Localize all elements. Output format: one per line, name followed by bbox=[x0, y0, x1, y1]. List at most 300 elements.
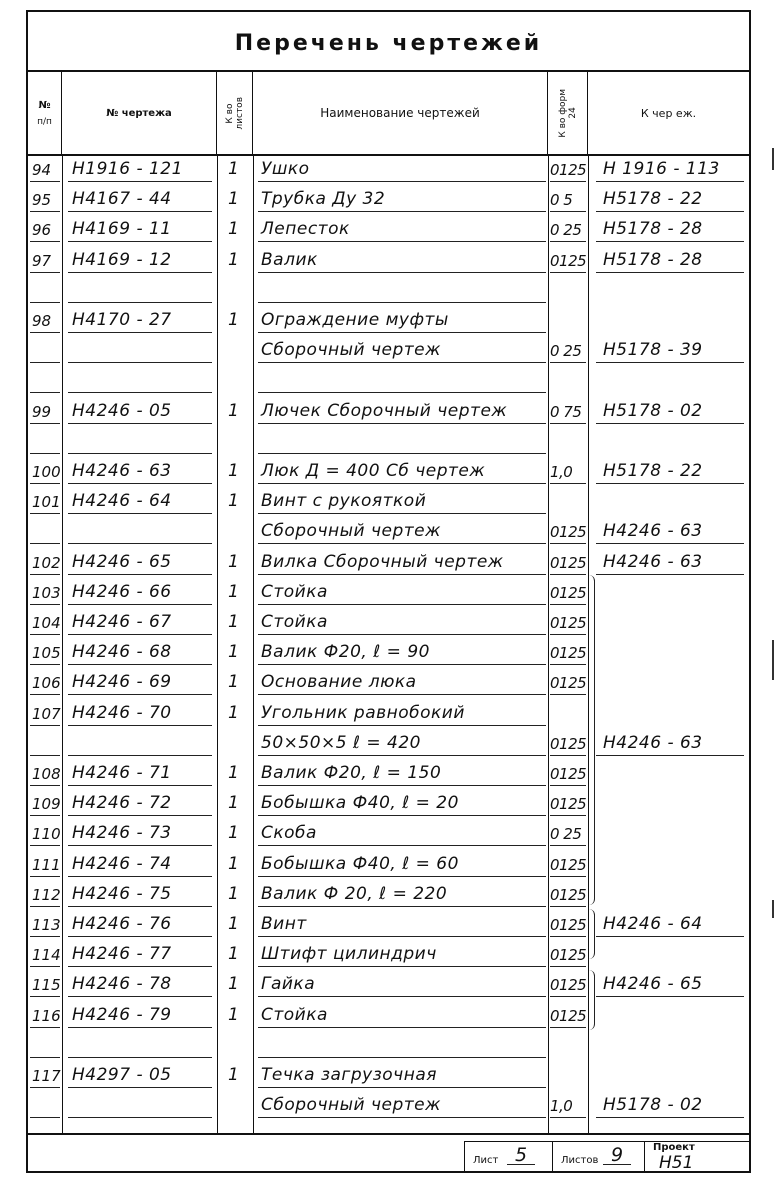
row-underline bbox=[68, 423, 212, 424]
cell-no: Н4169 - 11 bbox=[72, 219, 172, 240]
cell-fmt: 0125 bbox=[550, 553, 587, 572]
row-underline bbox=[30, 785, 60, 786]
cell-n: 105 bbox=[32, 644, 61, 663]
cell-sheets: 1 bbox=[228, 189, 240, 210]
row-underline bbox=[258, 1057, 546, 1058]
row-underline bbox=[68, 483, 212, 484]
cell-no: Н4246 - 05 bbox=[72, 400, 172, 421]
cell-name: Бобышка Ф40, ℓ = 60 bbox=[261, 853, 459, 874]
title-block bbox=[28, 1133, 749, 1171]
cell-ref: Н5178 - 28 bbox=[603, 249, 703, 270]
cell-n: 95 bbox=[32, 191, 52, 210]
cell-fmt: 0125 bbox=[550, 523, 587, 542]
cell-name: Валик Ф20, ℓ = 150 bbox=[261, 763, 442, 783]
table-row bbox=[28, 245, 749, 275]
cell-no: Н4169 - 12 bbox=[72, 249, 172, 270]
cell-n: 97 bbox=[32, 251, 52, 270]
cell-name: Валик Ф20, ℓ = 90 bbox=[261, 642, 430, 663]
header-format-count: К во форм 24 bbox=[548, 72, 588, 154]
row-underline bbox=[550, 694, 586, 695]
row-underline bbox=[550, 362, 586, 363]
table-row bbox=[28, 667, 749, 697]
cell-n: 108 bbox=[32, 765, 61, 783]
cell-n: 104 bbox=[32, 614, 61, 632]
row-underline bbox=[596, 362, 744, 363]
row-underline bbox=[68, 272, 212, 273]
cell-name: Трубка Ду 32 bbox=[261, 189, 386, 210]
cell-sheets: 1 bbox=[228, 1065, 240, 1085]
cell-name: Вилка Сборочный чертеж bbox=[261, 551, 504, 572]
cell-n: 117 bbox=[32, 1067, 61, 1085]
cell-n: 101 bbox=[32, 493, 61, 512]
row-underline bbox=[30, 845, 60, 846]
cell-ref: Н5178 - 28 bbox=[603, 219, 703, 240]
row-underline bbox=[550, 543, 586, 544]
row-underline bbox=[30, 1027, 60, 1028]
row-underline bbox=[68, 392, 212, 393]
table-row bbox=[28, 909, 749, 939]
row-underline bbox=[258, 362, 546, 363]
row-underline bbox=[596, 936, 744, 937]
row-underline bbox=[68, 755, 212, 756]
row-underline bbox=[258, 423, 546, 424]
cell-fmt: 0125 bbox=[550, 946, 587, 965]
row-underline bbox=[258, 181, 546, 182]
row-underline bbox=[68, 181, 212, 182]
cell-name: Лючек Сборочный чертеж bbox=[261, 400, 508, 421]
row-underline bbox=[30, 1087, 60, 1088]
row-underline bbox=[596, 241, 744, 242]
row-underline bbox=[30, 966, 60, 967]
table-row bbox=[28, 1000, 749, 1030]
header-sheets-count: К во листов bbox=[217, 72, 253, 154]
table-row bbox=[28, 486, 749, 516]
row-underline bbox=[258, 725, 546, 726]
cell-fmt: 0 25 bbox=[550, 221, 582, 240]
row-underline bbox=[550, 241, 586, 242]
cell-name: Стойка bbox=[261, 612, 328, 632]
cell-ref: Н5178 - 22 bbox=[603, 189, 703, 210]
row-underline bbox=[258, 1117, 546, 1118]
cell-n: 106 bbox=[32, 674, 61, 693]
row-underline bbox=[68, 936, 212, 937]
cell-no: Н4297 - 05 bbox=[72, 1065, 172, 1085]
table-row bbox=[28, 1060, 749, 1090]
row-underline bbox=[30, 1057, 60, 1058]
cell-sheets: 1 bbox=[228, 551, 240, 572]
margin-mark bbox=[772, 900, 774, 918]
row-underline bbox=[258, 785, 546, 786]
row-underline bbox=[550, 755, 586, 756]
row-underline bbox=[258, 845, 546, 846]
row-underline bbox=[30, 181, 60, 182]
row-underline bbox=[258, 513, 546, 514]
table-row bbox=[28, 426, 749, 456]
cell-fmt: 0125 bbox=[550, 614, 587, 632]
row-underline bbox=[30, 936, 60, 937]
cell-no: Н4246 - 73 bbox=[72, 823, 172, 844]
table-row bbox=[28, 818, 749, 848]
row-underline bbox=[68, 906, 212, 907]
cell-no: Н4246 - 69 bbox=[72, 672, 172, 693]
row-underline bbox=[550, 815, 586, 816]
table-row bbox=[28, 335, 749, 365]
cell-n: 98 bbox=[32, 312, 52, 330]
cell-n: 115 bbox=[32, 976, 61, 995]
cell-no: Н4246 - 65 bbox=[72, 551, 172, 572]
cell-ref: Н5178 - 39 bbox=[603, 340, 703, 361]
row-underline bbox=[550, 785, 586, 786]
row-underline bbox=[550, 664, 586, 665]
row-underline bbox=[68, 1117, 212, 1118]
cell-fmt: 0125 bbox=[550, 644, 587, 663]
cell-sheets: 1 bbox=[228, 491, 240, 512]
row-underline bbox=[550, 181, 586, 182]
cell-ref: Н4246 - 63 bbox=[603, 551, 703, 572]
cell-fmt: 0125 bbox=[550, 1006, 587, 1025]
drawing-list-sheet bbox=[26, 10, 751, 1173]
row-underline bbox=[258, 241, 546, 242]
sheet-number: 5 bbox=[507, 1146, 535, 1165]
cell-name: Валик bbox=[261, 249, 318, 270]
cell-no: Н4246 - 66 bbox=[72, 581, 172, 602]
row-underline bbox=[550, 634, 586, 635]
project-code: Н51 bbox=[659, 1153, 694, 1173]
cell-name: Штифт цилиндрич bbox=[261, 944, 437, 965]
cell-sheets: 1 bbox=[228, 249, 240, 270]
row-underline bbox=[258, 966, 546, 967]
cell-ref: Н5178 - 02 bbox=[603, 400, 703, 421]
cell-fmt: 0 25 bbox=[550, 825, 582, 844]
row-underline bbox=[68, 574, 212, 575]
group-brace bbox=[584, 970, 595, 1030]
cell-n: 100 bbox=[32, 463, 61, 481]
row-underline bbox=[550, 1027, 586, 1028]
table-row bbox=[28, 577, 749, 607]
cell-n: 94 bbox=[32, 161, 52, 179]
cell-name: Стойка bbox=[261, 1004, 328, 1025]
cell-no: Н4246 - 76 bbox=[72, 914, 172, 934]
cell-name: Бобышка Ф40, ℓ = 20 bbox=[261, 793, 459, 814]
row-underline bbox=[68, 1087, 212, 1088]
table-row bbox=[28, 728, 749, 758]
row-underline bbox=[550, 906, 586, 907]
row-underline bbox=[30, 543, 60, 544]
row-underline bbox=[550, 845, 586, 846]
cell-n: 109 bbox=[32, 795, 61, 814]
row-underline bbox=[68, 543, 212, 544]
cell-no: Н4246 - 72 bbox=[72, 793, 172, 814]
cell-n: 103 bbox=[32, 583, 61, 602]
cell-sheets: 1 bbox=[228, 159, 240, 179]
table-row bbox=[28, 969, 749, 999]
row-underline bbox=[258, 634, 546, 635]
cell-ref: Н5178 - 22 bbox=[603, 461, 703, 481]
row-underline bbox=[68, 362, 212, 363]
cell-name: Сборочный чертеж bbox=[261, 340, 441, 361]
cell-name: Скоба bbox=[261, 823, 317, 844]
row-underline bbox=[30, 725, 60, 726]
table-row bbox=[28, 607, 749, 637]
table-row bbox=[28, 214, 749, 244]
cell-sheets: 1 bbox=[228, 793, 240, 814]
cell-sheets: 1 bbox=[228, 461, 240, 481]
cell-ref: Н4246 - 64 bbox=[603, 914, 703, 934]
row-underline bbox=[258, 332, 546, 333]
row-underline bbox=[30, 755, 60, 756]
row-underline bbox=[68, 664, 212, 665]
table-row bbox=[28, 305, 749, 335]
row-underline bbox=[550, 604, 586, 605]
row-underline bbox=[258, 906, 546, 907]
cell-ref: Н4246 - 63 bbox=[603, 732, 703, 753]
cell-sheets: 1 bbox=[228, 823, 240, 844]
row-underline bbox=[68, 725, 212, 726]
row-underline bbox=[258, 694, 546, 695]
row-underline bbox=[258, 755, 546, 756]
table-row bbox=[28, 154, 749, 184]
cell-sheets: 1 bbox=[228, 883, 240, 904]
table-row bbox=[28, 637, 749, 667]
cell-sheets: 1 bbox=[228, 219, 240, 240]
row-underline bbox=[30, 574, 60, 575]
row-underline bbox=[596, 996, 744, 997]
row-underline bbox=[30, 634, 60, 635]
cell-n: 99 bbox=[32, 402, 52, 421]
row-underline bbox=[68, 241, 212, 242]
cell-fmt: 0125 bbox=[550, 976, 587, 995]
row-underline bbox=[258, 272, 546, 273]
cell-fmt: 0125 bbox=[550, 674, 587, 693]
row-underline bbox=[30, 483, 60, 484]
row-underline bbox=[30, 362, 60, 363]
cell-n: 110 bbox=[32, 825, 61, 844]
row-underline bbox=[30, 392, 60, 393]
row-underline bbox=[258, 453, 546, 454]
table-row bbox=[28, 849, 749, 879]
row-underline bbox=[30, 664, 60, 665]
row-underline bbox=[30, 996, 60, 997]
cell-fmt: 0125 bbox=[550, 795, 587, 814]
row-underline bbox=[550, 996, 586, 997]
header-drawing-no: № чертежа bbox=[62, 72, 217, 154]
cell-sheets: 1 bbox=[228, 642, 240, 663]
cell-ref: Н4246 - 63 bbox=[603, 521, 703, 542]
row-underline bbox=[68, 966, 212, 967]
cell-name: Основание люка bbox=[261, 672, 417, 693]
row-underline bbox=[30, 694, 60, 695]
row-underline bbox=[258, 1027, 546, 1028]
row-underline bbox=[68, 876, 212, 877]
table-row bbox=[28, 184, 749, 214]
table-row bbox=[28, 1090, 749, 1120]
cell-name: Винт bbox=[261, 914, 307, 934]
row-underline bbox=[596, 543, 744, 544]
cell-n: 102 bbox=[32, 553, 61, 572]
cell-n: 96 bbox=[32, 221, 52, 240]
row-underline bbox=[596, 483, 744, 484]
cell-no: Н4246 - 63 bbox=[72, 461, 172, 481]
row-underline bbox=[68, 1027, 212, 1028]
row-underline bbox=[68, 302, 212, 303]
cell-n: 111 bbox=[32, 855, 61, 874]
table-row bbox=[28, 456, 749, 486]
row-underline bbox=[68, 996, 212, 997]
cell-fmt: 0 75 bbox=[550, 402, 582, 421]
cell-name: Гайка bbox=[261, 974, 316, 995]
row-underline bbox=[258, 1087, 546, 1088]
row-underline bbox=[30, 272, 60, 273]
row-underline bbox=[30, 332, 60, 333]
row-underline bbox=[258, 211, 546, 212]
cell-sheets: 1 bbox=[228, 914, 240, 934]
sheet-number-box: Лист 5 bbox=[464, 1141, 552, 1171]
row-underline bbox=[258, 483, 546, 484]
cell-sheets: 1 bbox=[228, 581, 240, 602]
row-underline bbox=[596, 272, 744, 273]
cell-no: Н4246 - 75 bbox=[72, 883, 172, 904]
table-row bbox=[28, 879, 749, 909]
cell-n: 107 bbox=[32, 704, 61, 723]
row-underline bbox=[258, 664, 546, 665]
cell-no: Н4246 - 70 bbox=[72, 702, 172, 723]
table-row bbox=[28, 698, 749, 728]
group-brace bbox=[584, 575, 595, 905]
cell-no: Н4246 - 68 bbox=[72, 642, 172, 663]
cell-name: Винт с рукояткой bbox=[261, 491, 427, 512]
cell-ref: Н4246 - 65 bbox=[603, 974, 703, 995]
cell-fmt: 0125 bbox=[550, 161, 587, 179]
header-to-drawing: К чер еж. bbox=[640, 106, 697, 120]
cell-n: 114 bbox=[32, 946, 61, 965]
sheets-total: 9 bbox=[603, 1146, 631, 1165]
cell-no: Н4246 - 77 bbox=[72, 944, 172, 965]
cell-fmt: 0125 bbox=[550, 251, 587, 270]
cell-n: 112 bbox=[32, 885, 61, 904]
header-name: Наименование чертежей bbox=[253, 72, 548, 154]
margin-mark bbox=[772, 640, 774, 680]
cell-fmt: 1,0 bbox=[550, 463, 573, 481]
cell-no: Н4246 - 79 bbox=[72, 1004, 172, 1025]
row-underline bbox=[258, 936, 546, 937]
row-underline bbox=[68, 1057, 212, 1058]
row-underline bbox=[596, 1117, 744, 1118]
row-underline bbox=[30, 302, 60, 303]
row-underline bbox=[68, 332, 212, 333]
group-brace bbox=[584, 909, 595, 959]
row-underline bbox=[68, 453, 212, 454]
row-underline bbox=[68, 634, 212, 635]
row-underline bbox=[596, 181, 744, 182]
cell-ref: Н 1916 - 113 bbox=[603, 159, 720, 179]
row-underline bbox=[30, 906, 60, 907]
row-underline bbox=[68, 845, 212, 846]
table-row bbox=[28, 396, 749, 426]
cell-sheets: 1 bbox=[228, 612, 240, 632]
row-underline bbox=[596, 574, 744, 575]
row-underline bbox=[550, 483, 586, 484]
row-underline bbox=[30, 241, 60, 242]
cell-sheets: 1 bbox=[228, 702, 240, 723]
row-underline bbox=[258, 302, 546, 303]
cell-sheets: 1 bbox=[228, 763, 240, 783]
row-underline bbox=[68, 785, 212, 786]
row-underline bbox=[68, 815, 212, 816]
cell-name: Валик Ф 20, ℓ = 220 bbox=[261, 883, 448, 904]
row-underline bbox=[596, 755, 744, 756]
row-underline bbox=[258, 876, 546, 877]
cell-name: 50×50×5 ℓ = 420 bbox=[261, 732, 421, 753]
row-underline bbox=[550, 1117, 586, 1118]
header-num: № п/п bbox=[28, 72, 62, 154]
row-underline bbox=[30, 453, 60, 454]
row-underline bbox=[30, 513, 60, 514]
cell-sheets: 1 bbox=[228, 672, 240, 693]
table-row bbox=[28, 939, 749, 969]
row-underline bbox=[30, 1117, 60, 1118]
cell-no: Н4170 - 27 bbox=[72, 310, 172, 330]
table-row bbox=[28, 1030, 749, 1060]
cell-name: Ограждение муфты bbox=[261, 310, 449, 330]
cell-fmt: 0125 bbox=[550, 916, 587, 934]
cell-sheets: 1 bbox=[228, 974, 240, 995]
table-row bbox=[28, 365, 749, 395]
cell-name: Угольник равнобокий bbox=[261, 702, 465, 723]
cell-fmt: 0 25 bbox=[550, 342, 582, 361]
row-underline bbox=[68, 604, 212, 605]
margin-mark bbox=[772, 148, 774, 170]
cell-n: 116 bbox=[32, 1006, 61, 1025]
cell-fmt: 0125 bbox=[550, 734, 587, 753]
cell-no: Н4246 - 74 bbox=[72, 853, 172, 874]
table-row bbox=[28, 788, 749, 818]
cell-sheets: 1 bbox=[228, 1004, 240, 1025]
cell-fmt: 0125 bbox=[550, 583, 587, 602]
cell-name: Лепесток bbox=[261, 219, 350, 240]
row-underline bbox=[258, 543, 546, 544]
cell-fmt: 0125 bbox=[550, 765, 587, 783]
page-title: Перечень чертежей bbox=[28, 12, 749, 72]
cell-ref: Н5178 - 02 bbox=[603, 1095, 703, 1116]
cell-no: Н4246 - 78 bbox=[72, 974, 172, 995]
row-underline bbox=[258, 574, 546, 575]
row-underline bbox=[30, 423, 60, 424]
cell-sheets: 1 bbox=[228, 853, 240, 874]
row-underline bbox=[550, 272, 586, 273]
cell-fmt: 1,0 bbox=[550, 1097, 573, 1116]
row-underline bbox=[258, 815, 546, 816]
cell-fmt: 0125 bbox=[550, 885, 587, 904]
cell-no: Н4246 - 64 bbox=[72, 491, 172, 512]
cell-no: Н1916 - 121 bbox=[72, 159, 183, 179]
cell-name: Стойка bbox=[261, 581, 328, 602]
row-underline bbox=[596, 423, 744, 424]
table-row bbox=[28, 547, 749, 577]
cell-n: 113 bbox=[32, 916, 61, 934]
cell-name: Ушко bbox=[261, 159, 310, 179]
cell-fmt: 0 5 bbox=[550, 191, 573, 210]
sheets-total-box: Листов 9 bbox=[552, 1141, 644, 1171]
table-row bbox=[28, 516, 749, 546]
row-underline bbox=[550, 876, 586, 877]
cell-sheets: 1 bbox=[228, 400, 240, 421]
cell-sheets: 1 bbox=[228, 944, 240, 965]
cell-name: Течка загрузочная bbox=[261, 1065, 437, 1085]
cell-sheets: 1 bbox=[228, 310, 240, 330]
cell-name: Сборочный чертеж bbox=[261, 1095, 441, 1116]
row-underline bbox=[550, 936, 586, 937]
row-underline bbox=[68, 211, 212, 212]
